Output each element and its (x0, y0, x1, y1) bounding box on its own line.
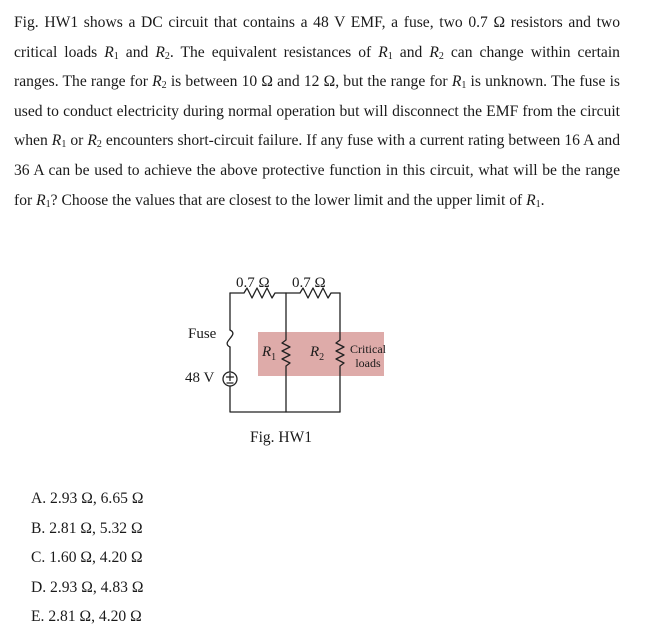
var-r1: $R_1$ (36, 191, 51, 210)
question-end: . (540, 191, 545, 209)
fuse-label: Fuse (188, 326, 217, 342)
var-r1: $R_1$ (378, 43, 393, 62)
question-text (14, 8, 620, 215)
resistor-left-label: 0.7 Ω (236, 275, 270, 291)
critical-loads-label: Critical loads (350, 342, 386, 370)
circuit-figure (170, 262, 410, 462)
fuse-icon (227, 330, 233, 347)
question-or: or (70, 132, 84, 150)
question-intro: Fig. HW1 shows a DC circuit that contains a 48 V EMF, a fuse, two 0.7 Ω resistors and two critical loads (14, 14, 620, 61)
choice-c[interactable]: C. 1.60 Ω, 4.20 Ω (31, 549, 143, 566)
choice-e[interactable]: E. 2.81 Ω, 4.20 Ω (31, 608, 142, 625)
choice-d[interactable]: D. 2.93 Ω, 4.83 Ω (31, 578, 144, 596)
question-part6: encounters short-circuit failure. If any fuse with a current rating between 16 A and 36 A can be used to achieve the above protective function in this circuit, what will be the range for (14, 132, 620, 209)
var-r2: $R_2$ (87, 132, 102, 151)
var-r1: $R_1$ (526, 191, 541, 210)
r2-label: $R_2$ (310, 344, 325, 363)
question-part3: can change within certain ranges. The range for (14, 43, 620, 91)
figure-caption: Fig. HW1 (250, 429, 312, 446)
question-part4: is between 10 Ω and 12 Ω, but the range for (170, 73, 448, 91)
var-r2: $R_2$ (155, 43, 170, 62)
question-part7: ? Choose the values that are closest to the lower limit and the upper limit of (50, 191, 523, 209)
question-part2: . The equivalent resistances of (169, 43, 372, 61)
wire-left-bottom (230, 386, 340, 412)
r1-label: $R_1$ (262, 344, 277, 363)
var-r1: $R_1$ (104, 43, 119, 62)
var-r2: $R_2$ (429, 43, 444, 62)
resistor-right-label: 0.7 Ω (292, 275, 326, 291)
choice-a[interactable]: A. 2.93 Ω, 6.65 Ω (31, 490, 144, 507)
question-paragraph (14, 8, 620, 215)
choice-b[interactable]: B. 2.81 Ω, 5.32 Ω (31, 519, 143, 537)
answer-choices (31, 484, 331, 632)
emf-label: 48 V (185, 370, 215, 386)
var-r2: $R_2$ (152, 73, 167, 92)
var-r1: $R_1$ (51, 132, 67, 151)
question-and: and (125, 43, 149, 61)
var-r1: $R_1$ (451, 73, 467, 92)
question-and: and (399, 43, 423, 61)
question-part5: is unknown. The fuse is used to conduct electricity during normal operation but will disconnect the EMF from the circuit when (14, 73, 620, 150)
